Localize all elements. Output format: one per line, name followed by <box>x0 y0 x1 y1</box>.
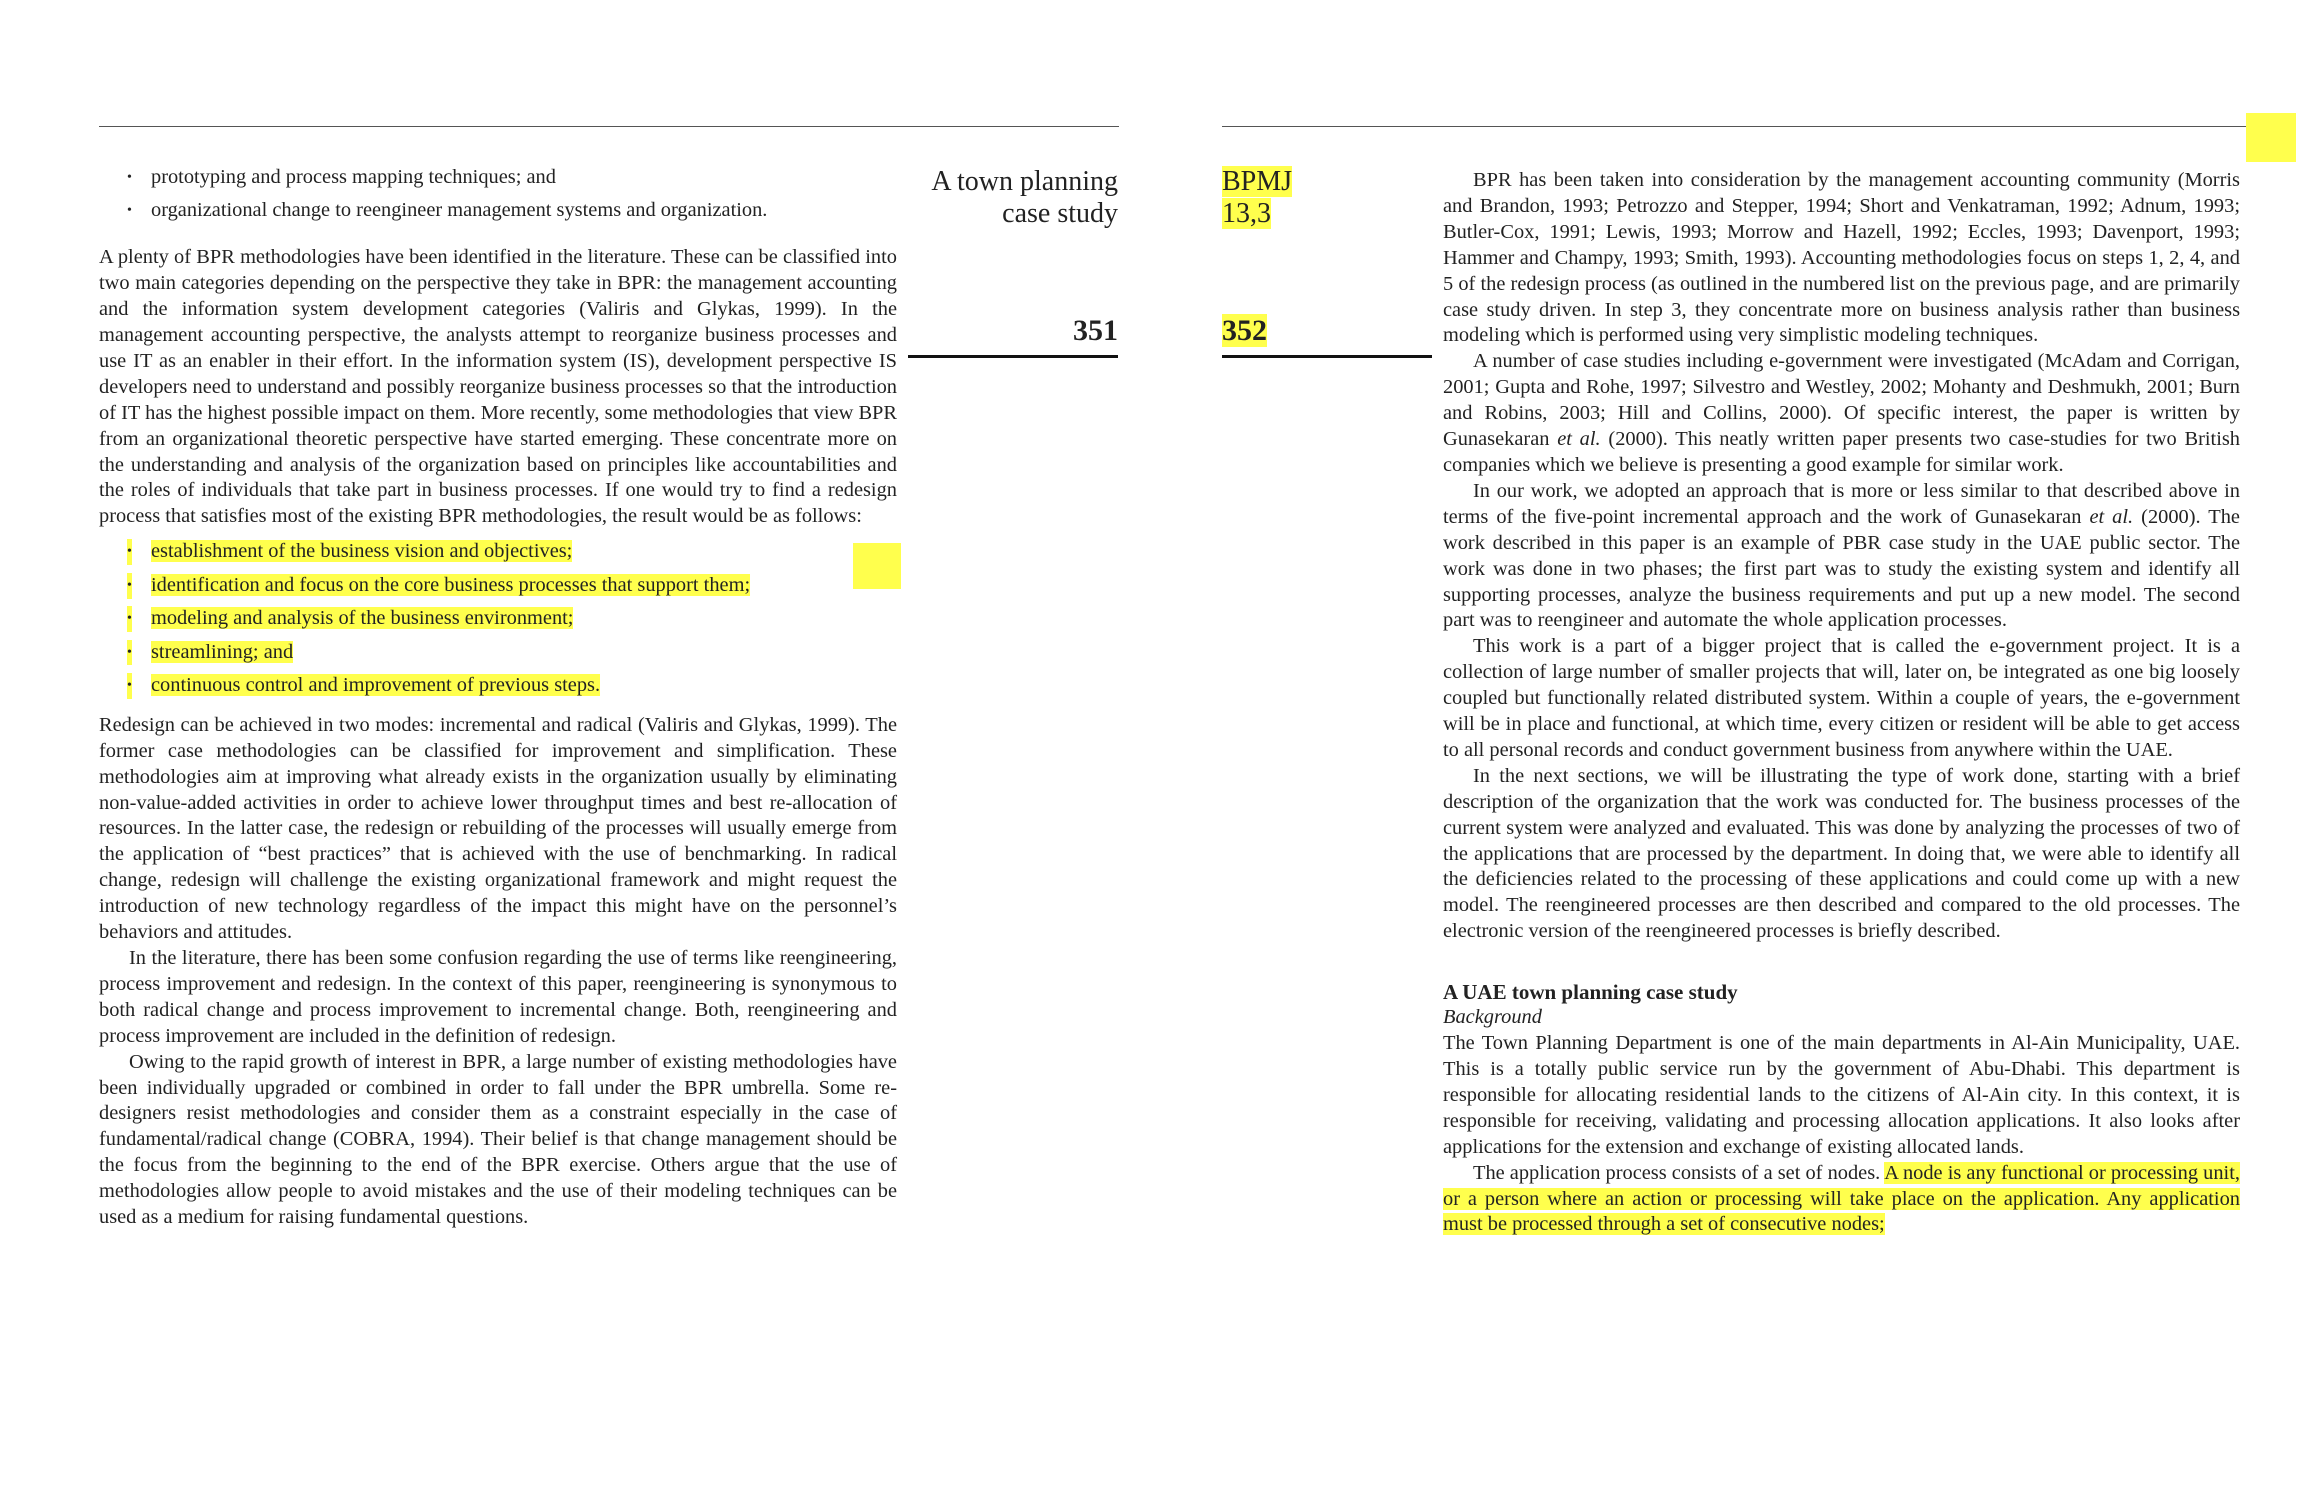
highlighted-text: A node is any functional or processing unit, or a person where an action or processing will take place on the application. Any application must be processed through a set of consecutive nodes; <box>1443 1161 2240 1236</box>
list-item: • establishment of the business vision and objectives; <box>99 539 897 565</box>
list-item: • organizational change to reengineer management systems and organization. <box>127 199 768 222</box>
subsection-heading: Background <box>1443 1006 1542 1029</box>
list-item: • identification and focus on the core business processes that support them; <box>99 573 897 599</box>
paragraph: Redesign can be achieved in two modes: incremental and radical (Valiris and Glykas, 1999). The former case methodologies can be classified for improvement and simplification. These methodologies aim at improving what already exists in the organization usually by eliminating non-value-added activities in order to achieve lower throughput times and best re-allocation of resources. In the latter case, the redesign or rebuilding of the processes will usually emerge from the application of “best practices” that is achieved with the use of benchmarking. In radical change, redesign will challenge the existing organizational framework and might request the introduction of new technology regardless of the impact this might have on the personnel’s behaviors and attitudes. In the literature, there has been some confusion regarding the use of terms like reengineering, process improvement and redesign. In the context of this paper, reengineering is synonymous to both radical change and process improvement to incremental change. Both, reengineering and process improvement are included in the definition of redesign. Owing to the rapid growth of interest in BPR, a large number of existing methodologies have been individually upgraded or combined in order to fall under the BPR umbrella. Some re-designers resist methodologies and consider them as a constraint especially in the case of fundamental/radical change (COBRA, 1994). Their belief is that change management should be the focus from the beginning to the end of the BPR exercise. Others argue that the use of methodologies allow people to avoid mistakes and the use of their modeling techniques can be used as a medium for raising fundamental questions. <box>99 713 897 1229</box>
page-number-rule <box>1222 355 1432 358</box>
journal-id: BPMJ 13,3 <box>1222 166 1293 229</box>
section <box>1443 979 2240 1238</box>
right-page <box>1160 0 2320 1512</box>
header-rule-right <box>1222 126 2246 127</box>
paragraph: The Town Planning Department is one of the main departments in Al-Ain Municipality, UAE. This is a totally public service run by the government of Abu-Dhabi. This department is responsible for allocating residential lands to the citizens of Al-Ain city. In this context, it is responsible for receiving, validating and processing allocation applications. It also looks after applications for the extension and exchange of existing allocated lands. The application process consists of a set of nodes. A node is any functional or processing unit, or a person where an action or processing will take place on the application. Any application must be processed through a set of consecutive nodes; <box>1443 1032 2240 1236</box>
list-item: • modeling and analysis of the business environment; <box>99 606 897 632</box>
list-item: • prototyping and process mapping techniques; and <box>127 166 556 188</box>
list-item: • streamlining; and <box>99 640 897 666</box>
highlighted-bullet-list <box>99 539 897 699</box>
top-bullet-list <box>99 165 897 224</box>
paragraph: BPR has been taken into consideration by the management accounting community (Morris and Brandon, 1993; Petrozzo and Stepper, 1994; Short and Venkatraman, 1992; Adnum, 1993; Butler-Cox, 1991; Lewis, 1993; Morrow and Hazell, 1992; Eccles, 1993; Davenport, 1993; Hammer and Champy, 1993; Smith, 1993). Accounting methodologies focus on steps 1, 2, 4, and 5 of the redesign process (as outlined in the numbered list on the previous page, and are primarily case study driven. In step 3, they concentrate more on business analysis rather than business modeling which is performed using very simplistic modeling techniques. A number of case studies including e-government were investigated (McAdam and Corrigan, 2001; Gupta and Rohe, 1997; Silvestro and Westley, 2002; Mohanty and Deshmukh, 2001; Burn and Robins, 2003; Hill and Collins, 2000). Of specific interest, the paper is written by Gunasekaran et al. (2000). This neatly written paper presents two case-studies for two British companies which we believe is presenting a good example for similar work. In our work, we adopted an approach that is more or less similar to that described above in terms of the five-point incremental approach and the work of Gunasekaran et al. (2000). The work described in this paper is an example of PBR case study in the UAE public sector. The work was done in two phases; the first part was to study the existing system and identify all supporting processes, analyze the business requirements and put up a new model. The second part was to reengineer and automate the whole application processes. This work is a part of a bigger project that is called the e-government project. It is a collection of large number of smaller projects that will, later on, be integrated as one big loosely coupled but functionally related distributed system. Within a couple of years, the e-government will be in place and functional, at which time, every citizen or resident will be able to get access to all personal records and conduct government business from anywhere within the UAE. In the next sections, we will be illustrating the type of work done, starting with a brief description of the organization that the work was conducted for. The business processes of the current system were analyzed and evaluated. This was done by analyzing the processes of two of the applications that are processed by the department. In doing that, we were able to identify all the deficiencies related to the processing of these applications and could come up with a new model. The reengineered processes are then described and compared to the old processes. The electronic version of the reengineered processes is briefly described. <box>1443 169 2241 943</box>
list-item: • continuous control and improvement of previous steps. <box>99 673 897 699</box>
right-text-column <box>1443 168 2240 1238</box>
left-text-column <box>99 165 897 1231</box>
paragraph: A plenty of BPR methodologies have been identified in the literature. These can be classified into two main categories depending on the perspective they take in BPR: the management accounting and the information system development categories (Valiris and Glykas, 1999). In the management accounting perspective, the analysts attempt to reorganize business processes and use IT as an enabler in their effort. In the information system (IS), development perspective IS developers need to understand and possibly reorganize business processes so that the introduction of IT has the highest possible impact on them. More recently, some methodologies that view BPR from an organizational theoretic perspective have started emerging. These concentrate more on the understanding and analysis of the organization based on principles like accountabilities and the roles of individuals that take part in business processes. If one would try to find a redesign process that satisfies most of the existing BPR methodologies, the result would be as follows: <box>99 246 897 528</box>
section-heading: A UAE town planning case study <box>1443 980 1738 1005</box>
page-number-rule <box>908 355 1118 358</box>
page-number: 351 <box>1073 314 1118 347</box>
page-number: 352 <box>1222 314 1267 347</box>
header-rule-left <box>99 126 1119 127</box>
running-title: A town planning case study <box>931 166 1118 229</box>
corner-note-marker[interactable] <box>2246 113 2296 162</box>
highlight-note-marker[interactable] <box>853 543 901 589</box>
